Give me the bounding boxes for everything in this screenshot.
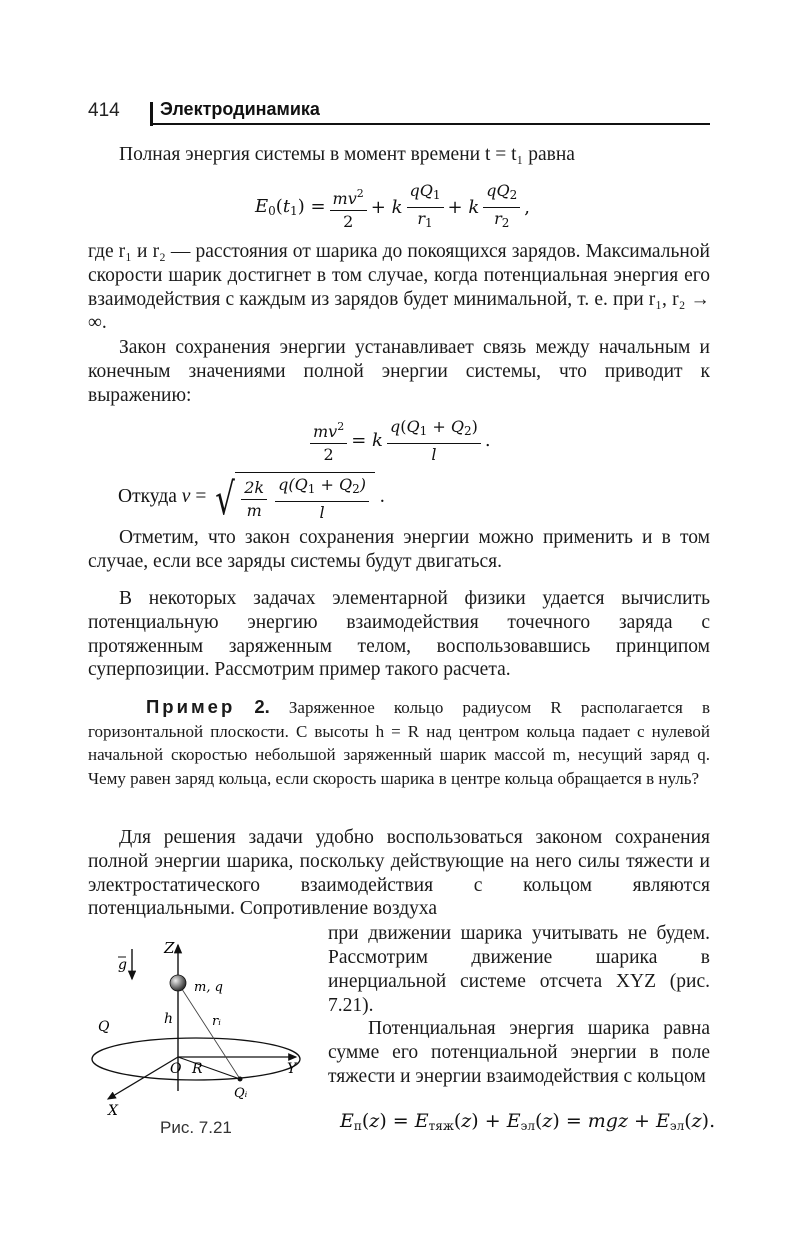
label-h: h [164, 1011, 174, 1027]
figure-caption: Рис. 7.21 [160, 1118, 232, 1137]
paragraph-potential: Потенциальная энергия шарика равна сумме его потенциальной энергии в поле тяжести и энергии взаимодействия с кольцом [328, 1018, 710, 1087]
label-z: Z [164, 939, 175, 957]
label-y: Y [287, 1061, 297, 1077]
label-radius: R [192, 1061, 203, 1077]
label-mq: m, q [194, 980, 223, 995]
label-origin: O [170, 1061, 182, 1077]
equation-total-energy: $E_0(t_1)$ = $\frac{mv^2}{2}$ + k $\frac{qQ_1}{r_1}$ + k $\frac{qQ_2}{r_2}$ , [255, 181, 530, 231]
label-qi: Qᵢ [234, 1086, 248, 1101]
label-ri: rᵢ [212, 1014, 221, 1029]
page-number: 414 [88, 100, 120, 121]
charge-element-point [238, 1077, 243, 1082]
paragraph-superposition: В некоторых задачах элементарной физики удается вычислить потенциальную энергию взаимодействия точечного заряда с протяженным заряженным телом, воспользовавшись принципом суперпозиции. Рассмотрим пример такого расчета. [88, 588, 710, 681]
header-rule [152, 123, 710, 125]
section-title: Электродинамика [160, 99, 320, 119]
distance-ri-line [178, 983, 240, 1079]
paragraph-solution: Для решения задачи удобно воспользоваться законом сохранения полной энергии шарика, поскольку действующие на него силы тяжести и электростатического взаимодействия с кольцом являются потенциальными. Сопротивление воздуха [88, 827, 710, 920]
equation-potential-energy: $E_п(z) = E_{тяж}(z) + E_{эл}(z)$ = mgz + $E_{эл}(z)$. [340, 1110, 716, 1133]
velocity-prefix: Откуда [118, 486, 177, 507]
label-g: g [118, 957, 127, 973]
paragraph-motion: при движении шарика учитывать не будем. Рассмотрим движение шарика в инерциальной системе отсчета XYZ (рис. 7.21). [328, 923, 710, 1016]
equation-conservation: $\frac{mv^2}{2}$ = k $\frac{q(Q_1 + Q_2)}{l}$ . [306, 417, 491, 464]
label-x: X [108, 1103, 118, 1119]
figure-ring-diagram [84, 933, 324, 1143]
example-block [88, 695, 710, 790]
paragraph-note: Отметим, что закон сохранения энергии можно применить и в том случае, если все заряды системы будут двигаться. [88, 527, 710, 572]
x-axis [108, 1057, 178, 1099]
equation-velocity: Откуда v = √ $\frac{2k}{m}$ $\frac{q(Q_1 + Q_2)}{l}$ . [118, 474, 385, 525]
example-number: 2. [254, 696, 270, 717]
radius-line [178, 1057, 240, 1079]
paragraph-distances: где r₁ и r₂ — расстояния от шарика до покоящихся зарядов. Максимальной скорости шарик достигнет в том случае, когда потенциальная энергия его взаимодействия с каждым из зарядов будет минимальной, т. е. при r₁, r₂ → ∞. [88, 241, 710, 334]
paragraph-energy-intro: Полная энергия системы в момент времени t = t₁ равна [119, 144, 575, 165]
label-ring-charge: Q [98, 1019, 110, 1035]
example-heading: Пример [146, 696, 236, 717]
example-text: Заряженное кольцо радиусом R располагается в горизонтальной плоскости. С высоты h = R над центром кольца падает с нулевой начальной скоростью небольшой заряженный шарик массой m, несущий заряд q. Чему равен заряд кольца, если скорость шарика в центре кольца обращается в нуль? [88, 698, 711, 788]
charged-ball [170, 975, 186, 991]
paragraph-conservation: Закон сохранения энергии устанавливает связь между начальным и конечным значениями полной энергии системы, что приводит к выражению: [88, 337, 710, 406]
